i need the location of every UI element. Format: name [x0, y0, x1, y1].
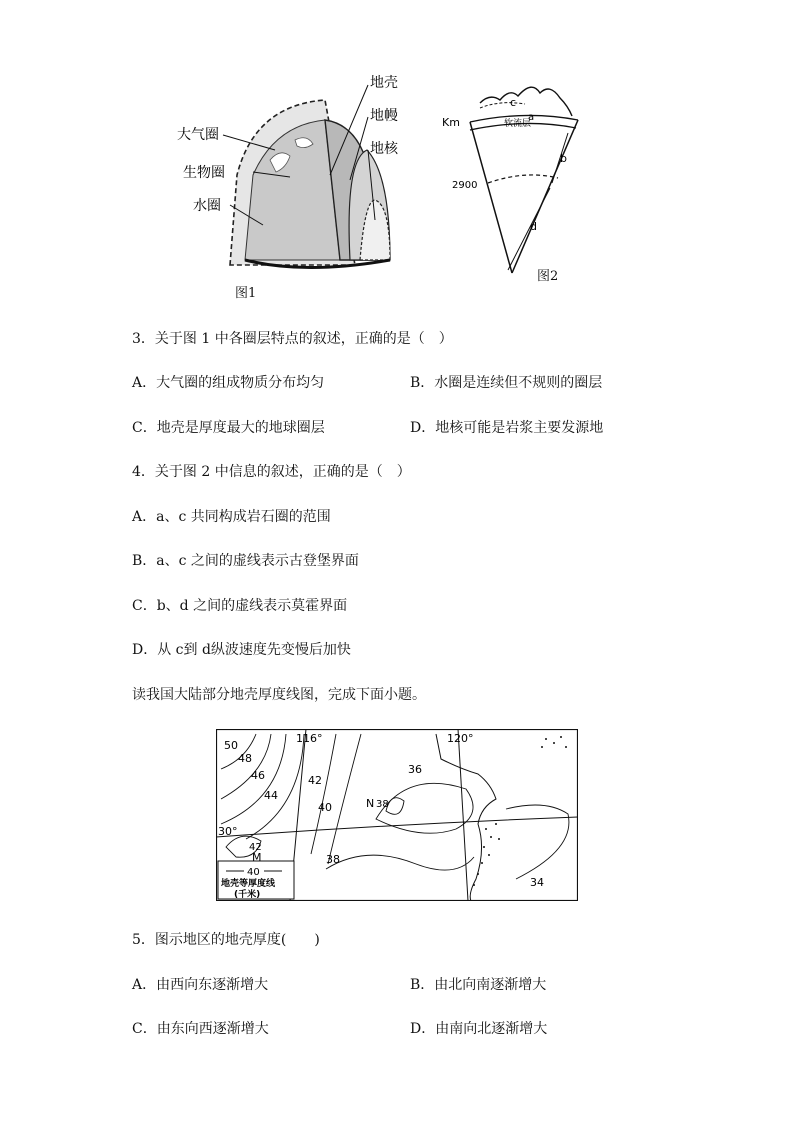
- contour-label: 42: [249, 842, 262, 853]
- contour-label: 34: [530, 876, 544, 889]
- point-n: N: [366, 797, 375, 810]
- contour-label: 38: [376, 799, 389, 810]
- question-3-option-c[interactable]: C．地壳是厚度最大的地球圈层: [132, 420, 325, 436]
- question-3-stem: 3．关于图 1 中各圈层特点的叙述，正确的是（ ）: [132, 331, 453, 347]
- label-crust: 地壳: [370, 75, 398, 91]
- label-biosphere: 生物圈: [183, 165, 225, 181]
- legend-value: 40: [247, 867, 260, 878]
- contour-map: [216, 729, 578, 901]
- depth-2900: 2900: [452, 180, 478, 191]
- contour-label: 46: [251, 769, 265, 782]
- letter-a: a: [528, 112, 535, 123]
- question-3-option-b[interactable]: B．水圈是连续但不规则的圈层: [410, 375, 603, 391]
- contour-label: 50: [224, 739, 238, 752]
- earth-interior-wedge: [440, 78, 590, 288]
- letter-b: b: [560, 152, 567, 165]
- figure-1-caption: 图1: [235, 286, 257, 301]
- question-5-stem: 5．图示地区的地壳厚度( ): [132, 932, 320, 948]
- contour-label: 48: [238, 752, 252, 765]
- contour-label: 40: [318, 801, 332, 814]
- asthenosphere-label: 软流层: [504, 119, 532, 129]
- letter-c: c: [510, 96, 517, 109]
- legend-line-1: 地壳等厚度线: [221, 879, 276, 889]
- question-4-option-a[interactable]: A．a、c 共同构成岩石圈的范围: [132, 509, 331, 525]
- label-hydrosphere: 水圈: [193, 198, 221, 214]
- question-5-option-b[interactable]: B．由北向南逐渐增大: [410, 977, 547, 993]
- lon-116: 116°: [296, 732, 323, 745]
- question-4-stem: 4．关于图 2 中信息的叙述，正确的是（ ）: [132, 464, 411, 480]
- question-5-option-d[interactable]: D．由南向北逐渐增大: [410, 1021, 548, 1037]
- question-4-option-c[interactable]: C．b、d 之间的虚线表示莫霍界面: [132, 598, 348, 614]
- question-3-option-a[interactable]: A．大气圈的组成物质分布均匀: [132, 375, 325, 391]
- lon-120: 120°: [447, 732, 474, 745]
- figure-2-caption: 图2: [537, 269, 559, 284]
- question-5-option-a[interactable]: A．由西向东逐渐增大: [132, 977, 269, 993]
- figure-1: [175, 65, 415, 300]
- label-atmosphere: 大气圈: [177, 127, 219, 143]
- contour-label: 36: [408, 763, 422, 776]
- contour-label: 38: [326, 853, 340, 866]
- question-3-option-d[interactable]: D．地核可能是岩浆主要发源地: [410, 420, 604, 436]
- legend-line-2: (千米): [234, 890, 261, 900]
- map-intro: 读我国大陆部分地壳厚度线图，完成下面小题。: [132, 687, 426, 703]
- contour-label: 42: [308, 774, 322, 787]
- figure-2: [440, 78, 590, 288]
- earth-layers-diagram: [175, 65, 415, 300]
- label-mantle: 地幔: [370, 108, 398, 124]
- crust-thickness-map: [216, 729, 578, 901]
- contour-label: 44: [264, 789, 278, 802]
- question-4-option-d[interactable]: D．从 c到 d纵波速度先变慢后加快: [132, 642, 351, 658]
- label-core: 地核: [370, 141, 398, 157]
- point-m: M: [252, 851, 262, 864]
- question-5-option-c[interactable]: C．由东向西逐渐增大: [132, 1021, 269, 1037]
- lat-30: 30°: [218, 825, 238, 838]
- letter-d: d: [530, 220, 537, 233]
- question-4-option-b[interactable]: B．a、c 之间的虚线表示古登堡界面: [132, 553, 359, 569]
- unit-km: Km: [442, 116, 460, 129]
